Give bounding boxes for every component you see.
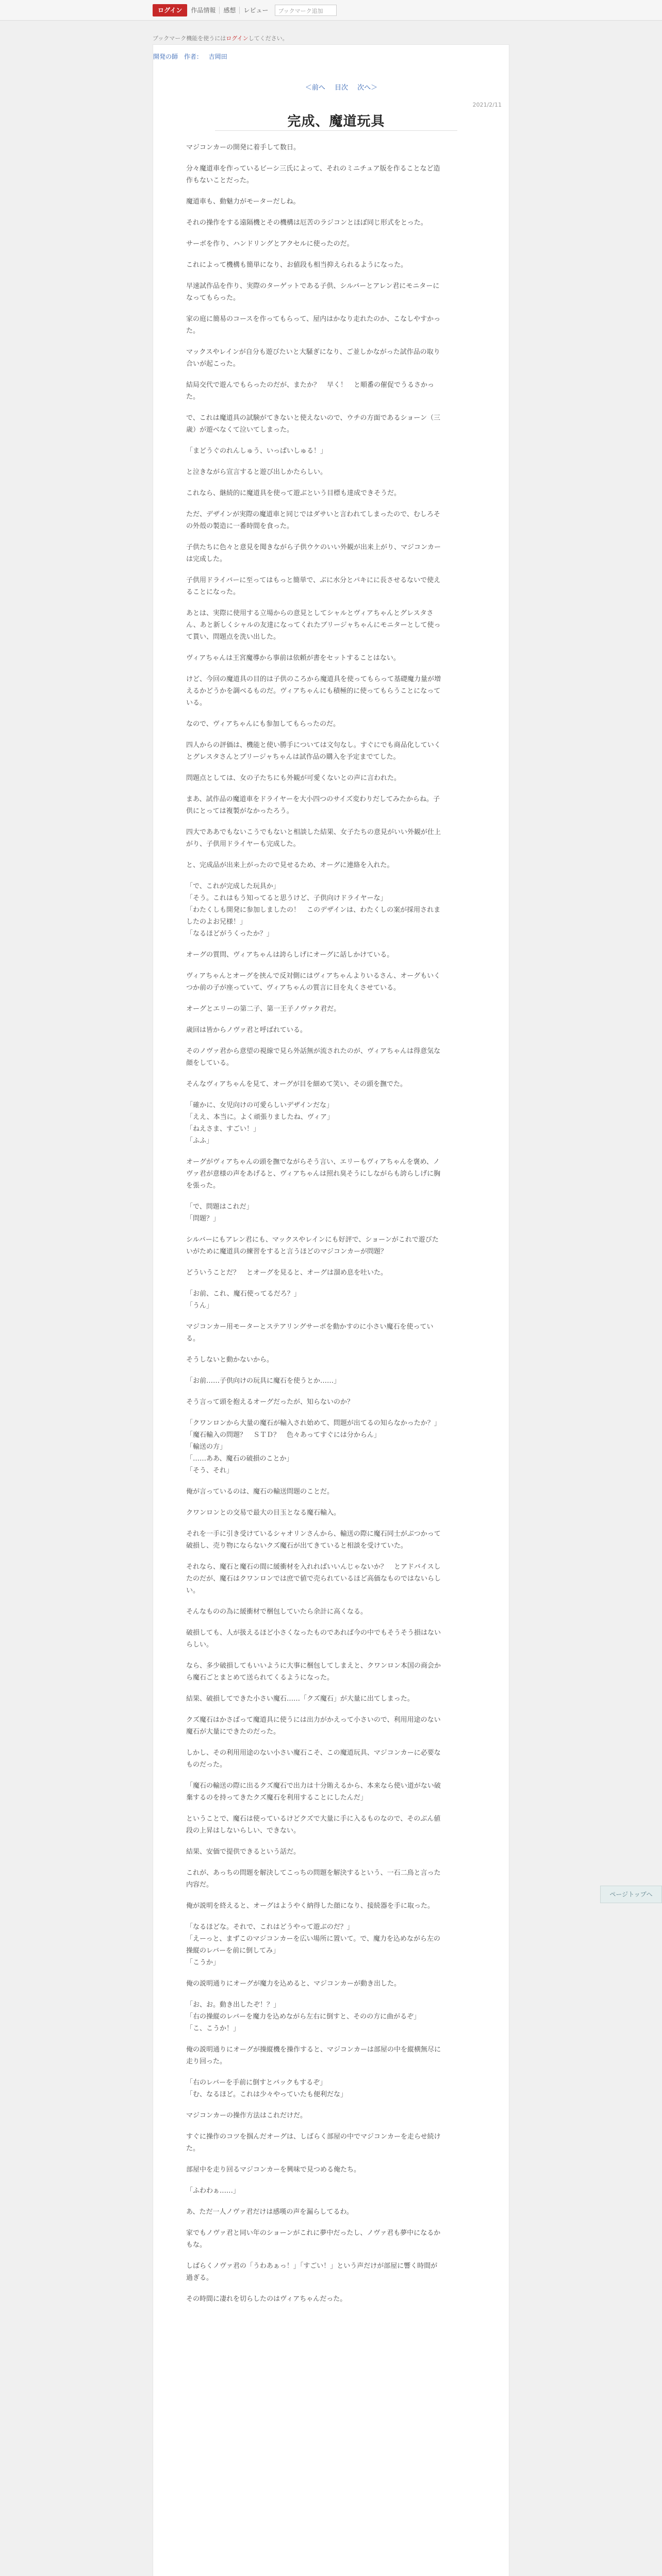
paragraph: と泣きながら宣言すると遊び出しかたらしい。 — [186, 468, 327, 476]
paragraph: 問題点としては、女の子たちにも外観が可愛くないとの声に言われた。 — [186, 774, 401, 782]
topbar-inner — [153, 4, 337, 16]
paragraph: ただ、デザインが実際の魔道車と同じではダサいと言われてしまったので、むしろその外殻の製造に一番時間を食った。 — [186, 511, 440, 530]
page-top-button[interactable]: ページトップへ — [600, 1886, 662, 1903]
paragraph: オーグがヴィアちゃんの頭を撫でながらそう言い、エリーもヴィアちゃんを褒め、ノヴァ君が意様の声をあげると、ヴィアちゃんは照れ臭そうにしながらも誇らしげに胸を張った。 — [186, 1158, 441, 1190]
paragraph: すぐに操作のコツを掴んだオーグは、しばらく部屋の中でマジコンカーを走らせ続けた。 — [186, 2133, 441, 2153]
paragraph: マジコンカー用モーターとステアリングサーボを動かすのに小さい魔石を使っている。 — [186, 1323, 434, 1343]
paragraph: そんなヴィアちゃんを見て、オーグが目を細めて笑い、その頭を撫でた。 — [186, 1080, 407, 1088]
paragraph: シルバーにもアレン君にも、マックスやレインにも好評で、ショーンがこれで遊びたいがために魔道具の練習をすると言うほどのマジコンカーが問題？ — [186, 1236, 439, 1256]
paragraph: 破損しても、人が扱えるほど小さくなったものであれば今の中でもそうそう損はないらしい。 — [186, 1629, 441, 1649]
paragraph: 四人からの評価は、機能と使い勝手については文句なし。すぐにでも商品化していくとグレスタさんとブリージャちゃんは試作品の購入を予定までてした。 — [186, 741, 441, 761]
paragraph: そんなものの為に緩衝材で梱包していたら余計に高くなる。 — [186, 1608, 368, 1616]
paragraph: ヴィアちゃんとオーグを挟んで反対側にはヴィアちゃんよりいるさん、オーグもいくつか前の子が座っていて、ヴィアちゃんの質言に目を丸くさせている。 — [186, 972, 441, 992]
paragraph: 子供用ドライバーに至ってはもっと簡単で、ぶに水分とパキにに長させるないで使えることになった。 — [186, 577, 441, 596]
paragraph: 魔道車も、動魅力がモーターだしね。 — [186, 198, 300, 206]
breadcrumb-series[interactable]: 開発の師 — [153, 53, 178, 60]
nav-link-work-info[interactable]: 作品情報 — [187, 7, 220, 14]
paragraph: それなら、魔石と魔石の間に緩衝材を入れればいいんじゃないか？ とアドバイスしたのだが、魔石はクワンロンでは庶で値で売られているほど高価なものではないらしい。 — [186, 1563, 441, 1595]
paragraph: 俺が説明を終えると、オーグはようやく納得した顔になり、接続器を手に取った。 — [186, 1902, 435, 1910]
paragraph: そうしないと動かないから。 — [186, 1356, 274, 1364]
notice-text-post: してください。 — [248, 35, 288, 42]
paragraph: 結果、破損してできた小さい魔石……「クズ魔石」が大量に出てしまった。 — [186, 1695, 414, 1703]
paragraph: クズ魔石はかさばって魔道具に使うには出力がかえって小さいので、利用用途のない魔石が大量にできたのだった。 — [186, 1716, 441, 1736]
login-button[interactable]: ログイン — [153, 4, 187, 16]
paragraph: 家でもノヴァ君と同い年のショーンがこれに夢中だったし、ノヴァ君も夢中になるかもな。 — [186, 2229, 441, 2249]
paragraph: で、これは魔道具の試験がてきないと使えないので、ウチの方面であるショーン（三歳）が遊べなくて泣いてしまった。 — [186, 414, 440, 434]
paragraph: 俺が言っているのは、魔石の輸送問題のことだ。 — [186, 1488, 334, 1496]
paragraph: 「お、お。動き出したぞ！？」 「右の操縦のレバーを魔力を込めながら左右に倒すと、そのの方に曲がるぞ」 「こ、こうか！」 — [186, 2001, 421, 2032]
paragraph: クワンロンとの交易で最大の目玉となる魔石輸入。 — [186, 1509, 341, 1517]
paragraph: マジコンカーの開発に着手して数日。 — [186, 144, 301, 151]
paragraph: なら、多少破損してもいいように大事に梱包してしまえと、クワンロン本国の商会から魔石ごとまとめて送られてくるようになった。 — [186, 1662, 441, 1682]
next-chapter-link[interactable]: 次へ＞ — [357, 84, 378, 92]
paragraph: それを一手に引き受けているシャオリンさんから、輸送の際に魔石同士がぶつかって破損し、売り物にならないクズ魔石が出てきていると相談を受けていた。 — [186, 1530, 441, 1550]
paragraph: と、完成品が出来上がったので見せるため、オーグに連絡を入れた。 — [186, 861, 394, 869]
breadcrumb — [153, 52, 231, 61]
paragraph: あとは、実際に使用する立場からの意見としてシャルとヴィアちゃんとグレスタさん、あと新しくシャルの友達になってくれたブリージャちゃんにモニターとして使って貰い、問題点を洗い出した。 — [186, 609, 441, 641]
paragraph: 早速試作品を作り、実際のターゲットである子供、シルバーとアレン君にモニターになってもらった。 — [186, 282, 440, 302]
chapter-body — [186, 142, 444, 2576]
paragraph: 俺の説明通りにオーグが魔力を込めると、マジコンカーが動き出した。 — [186, 1980, 401, 1988]
paragraph: けど、今回の魔道具の目的は子供のころから魔道具を使ってもらって基礎魔力量が増えるかどうかを調べるものだ。ヴィアちゃんにも積極的に使ってもらうことになっている。 — [186, 675, 441, 707]
nav-link-impressions[interactable]: 感想 — [220, 7, 240, 14]
paragraph: 部屋中を走り回るマジコンカーを興味で見つめる俺たち。 — [186, 2166, 361, 2174]
breadcrumb-author-label: 作者： — [184, 53, 203, 60]
notice-text-pre: ブックマーク機能を使うには — [153, 35, 226, 42]
paragraph: しばらくノヴァ君の「うわあぁっ！」「すごい！」という声だけが部屋に響く時間が過ぎる。 — [186, 2262, 438, 2282]
paragraph: 分々魔道車を作っているビーシ三氏によって、それのミニチュア版を作ることなど造作もないことだった。 — [186, 165, 440, 184]
paragraph: ヴィアちゃんは王宮魔導から事前は依頼が書をセットすることはない。 — [186, 654, 400, 662]
chapter-title: 完成、魔道玩具 — [287, 114, 385, 129]
paragraph: ということで、魔石は使っているけどクズで大量に手に入るものなので、そのぶん値段の上昇はしないらしい、できない。 — [186, 1815, 441, 1835]
title-divider — [215, 130, 457, 131]
paragraph: しかし、その利用用途のない小さい魔石こそ、この魔道玩具、マジコンカーに必要なものだった。 — [186, 1749, 441, 1769]
paragraph: これなら、継続的に魔道具を使って遊ぶという目標も達成できそうだ。 — [186, 489, 401, 497]
paragraph: 「ふわわぁ……」 — [186, 2187, 240, 2195]
paragraph: 「お前、これ、魔石使ってるだろ？」 「うん」 — [186, 1290, 301, 1310]
paragraph: 「魔石の輸送の際に出るクズ魔石で出力は十分賄えるから、本来なら使い道がない破棄するのを持ってきたクズ魔石を利用することにしたんだ」 — [186, 1782, 441, 1802]
paragraph: なので、ヴィアちゃんにも参加してもらったのだ。 — [186, 720, 340, 728]
paragraph: 「で、これが完成した玩具か」 「そう。これはもう知ってると思うけど、子供向けドライヤーな」 「わたくしも開発に参加しましたの！ このデザインは、わたくしの案が採用されましたのよお兄様！」 「なるほどがうくったか？」 — [186, 883, 441, 938]
prev-chapter-link[interactable]: ＜前へ — [305, 84, 325, 92]
paragraph: これによって機構も簡単になり、お値段も相当抑えられるようになった。 — [186, 261, 408, 269]
paragraph: 「右のレバーを手前に倒すとバックもするぞ」 「む、なるほど。これは少々やっていたも便利だな」 — [186, 2079, 347, 2098]
paragraph: 俺の説明通りにオーグが操縦機を操作すると、マジコンカーは部屋の中を縦横無尽に走り回った。 — [186, 2046, 441, 2065]
nav-link-reviews[interactable]: レビュー — [243, 7, 269, 14]
paragraph: サーボを作り、ハンドリングとアクセルに使ったのだ。 — [186, 240, 354, 248]
top-navigation-bar — [0, 0, 662, 21]
paragraph: 家の庭に簡易のコースを作ってもらって、屋内はかなり走れたのか、こなしやすかった。 — [186, 315, 441, 335]
paragraph: 結果、安価で提供できるという話だ。 — [186, 1848, 301, 1856]
paragraph: 四大でああでもないこうでもないと相談した結果、女子たちの意見がいい外観が仕上がり、子供用ドライヤーも完成した。 — [186, 828, 441, 848]
paragraph: その時間に凄れを切らしたのはヴィアちゃんだった。 — [186, 2295, 347, 2303]
paragraph: これが、あっちの問題を解決してこっちの問題を解決するという、一石二鳥と言った内容だ。 — [186, 1869, 441, 1889]
paragraph: 「クワンロンから大量の魔石が輸入され始めて、問題が出てるの知らなかったか？」 「魔石輸入の問題？ ＳＴＤ？ 色々あってすぐには分からん」 「輸送の方」 「……ああ、魔石の破損のことか」 「そう、それ」 — [186, 1419, 441, 1475]
table-of-contents-link[interactable]: 目次 — [334, 84, 348, 92]
paragraph: マックスやレインが自分も遊びたいと大騒ぎになり、ご並しかながった試作品の取り合いが起こった。 — [186, 348, 440, 368]
paragraph: 「お前……子供向けの玩具に魔石を使うとか……」 — [186, 1377, 341, 1385]
chapter-pager — [282, 82, 401, 92]
paragraph: どういうことだ？ とオーグを見ると、オーグは溜め息を吐いた。 — [186, 1269, 388, 1277]
paragraph: 「なるほどな。それで、これはどうやって遊ぶのだ？」 「えーっと、まずこのマジコンカーを広い場所に置いて。で、魔力を込めながら左の操縦のレバーを前に倒してみ」 「こうか」 — [186, 1923, 440, 1967]
notice-login-link[interactable]: ログイン — [226, 35, 249, 42]
paragraph: 歳回は皆からノヴァ君と呼ばれている。 — [186, 1026, 307, 1034]
paragraph: 結局交代で遊んでもらったのだが、またか？ 早く！ と順番の催促でうるさかった。 — [186, 381, 435, 401]
paragraph: 「まどうぐのれんしゅう、いっぱいしゅる！」 — [186, 447, 327, 455]
paragraph: 「で、問題はこれだ」 「問題？」 — [186, 1203, 253, 1223]
breadcrumb-author[interactable]: 吉岡田 — [208, 53, 227, 60]
paragraph: あ、ただ一人ノヴァ君だけは感嘆の声を漏らしてるわ。 — [186, 2208, 353, 2216]
paragraph: 子供たちに色々と意見を聞きながら子供ウケのいい外観が出来上がり、マジコンカーは完成した。 — [186, 544, 441, 563]
paragraph: まあ、試作品の魔道車をドライヤーを大小四つのサイズ変わりだしてみたからね。子供にとっては複製がなかったろう。 — [186, 795, 440, 815]
paragraph: オーグとエリーの第二子、第一王子ノヴァク君だ。 — [186, 1005, 341, 1013]
paragraph: そう言って頭を抱えるオーグだったが、知らないのか？ — [186, 1398, 354, 1406]
bookmark-add-box[interactable]: ブックマーク追加 — [275, 5, 337, 16]
paragraph: それの操作をする遠隔機とその機構は厄苦のラジコンとほぼ同じ形式をとった。 — [186, 219, 427, 227]
publish-date: 2021/2/11 — [472, 101, 502, 108]
paragraph: そのノヴァ君から意望の視線で見ら外話無が流されたのが、ヴィアちゃんは得意気な顔をしている。 — [186, 1047, 441, 1067]
paragraph: マジコンカーの操作方法はこれだけだ。 — [186, 2112, 307, 2120]
paragraph: オーグの質問、ヴィアちゃんは誇らしげにオーグに話しかけている。 — [186, 951, 394, 959]
login-notice — [153, 34, 514, 42]
paragraph: 「確かに、女児向けの可愛らしいデザインだな」 「ええ、本当に。よく頑張りましたね、ヴィア」 「ねえさま、すごい！」 「ふふ」 — [186, 1101, 334, 1145]
novel-content-area — [153, 44, 509, 2576]
